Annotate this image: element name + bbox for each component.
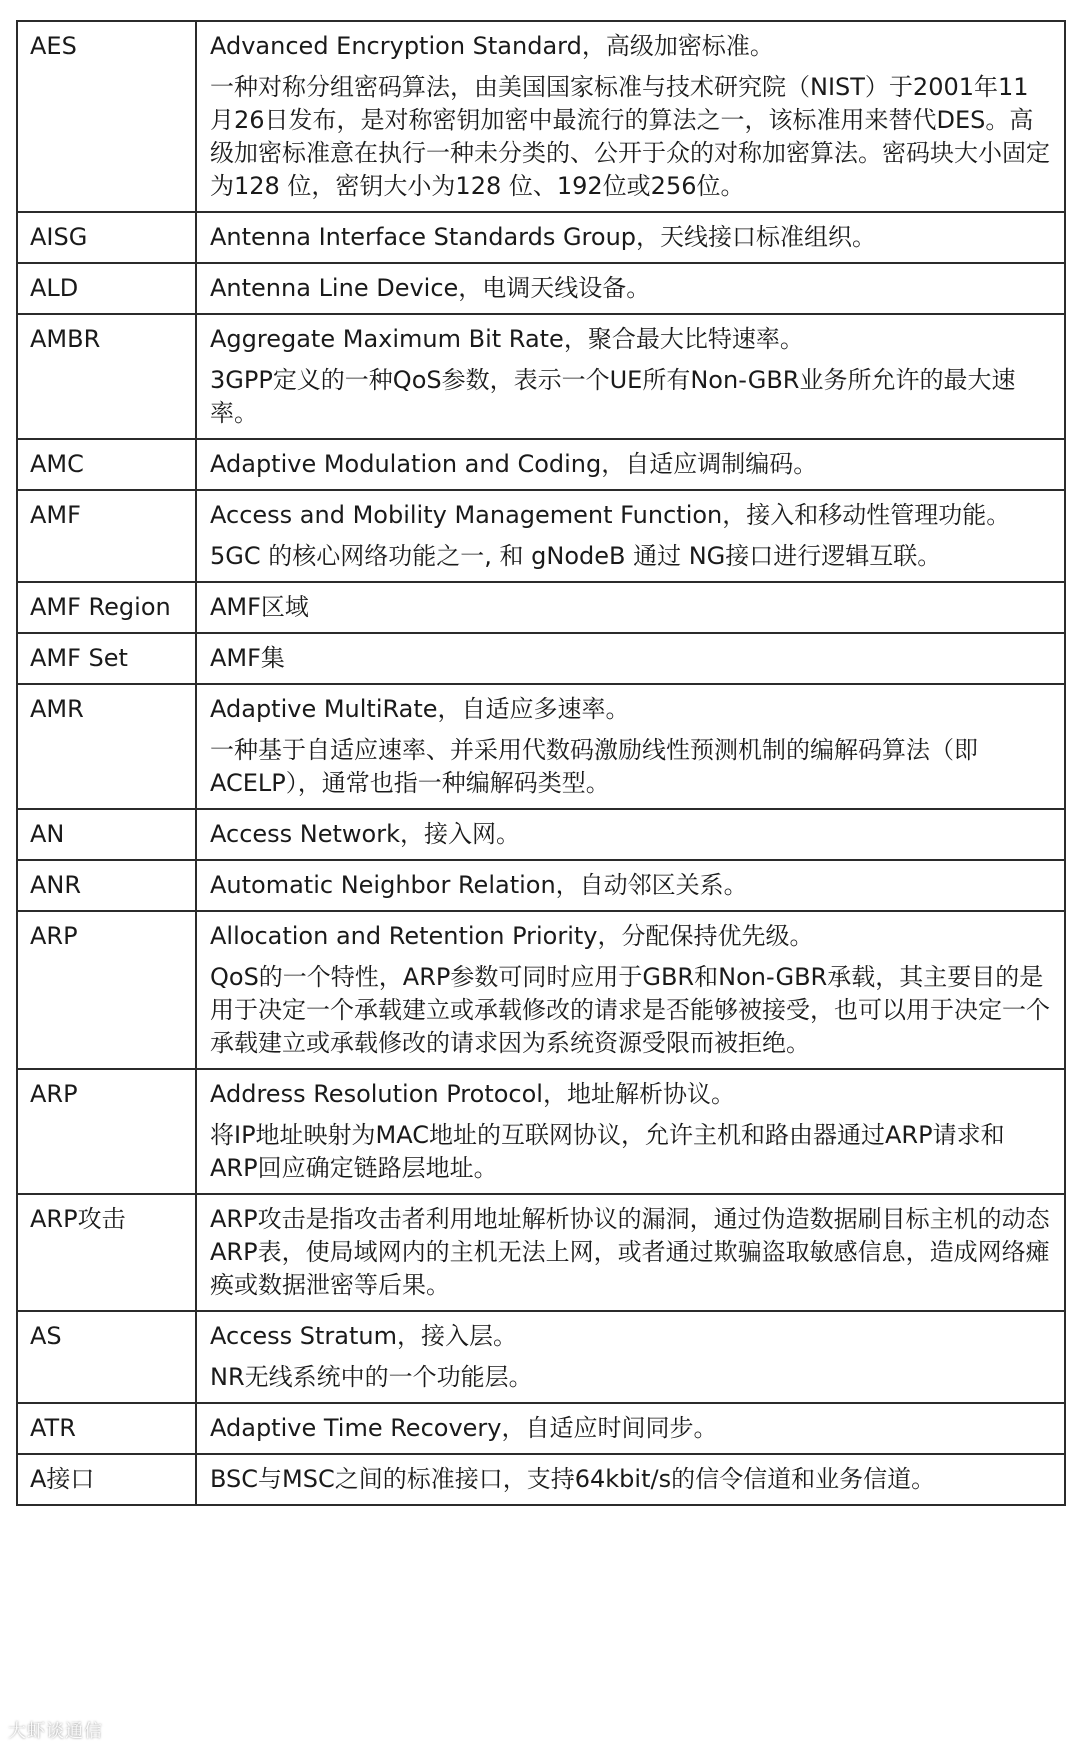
definition-text: Access and Mobility Management Function，接入和移动性管理功能。	[210, 501, 1011, 529]
definition-cell	[196, 1454, 1065, 1505]
term-cell: AS	[17, 1311, 196, 1403]
glossary-row	[17, 490, 1065, 582]
definition-text: Adaptive Modulation and Coding，自适应调制编码。	[210, 450, 818, 478]
definition-detail: NR无线系统中的一个功能层。	[210, 1363, 533, 1391]
glossary-row	[17, 263, 1065, 314]
term-cell: ALD	[17, 263, 196, 314]
definition-cell	[196, 21, 1065, 212]
definition-text: Aggregate Maximum Bit Rate，聚合最大比特速率。	[210, 325, 804, 353]
definition-detail: 3GPP定义的一种QoS参数，表示一个UE所有Non-GBR业务所允许的最大速率。	[210, 366, 1016, 427]
glossary-row	[17, 1311, 1065, 1403]
watermark: 大虾谈通信	[8, 1721, 103, 1742]
glossary-row	[17, 809, 1065, 860]
glossary-row	[17, 439, 1065, 490]
definition-text: Adaptive Time Recovery，自适应时间同步。	[210, 1414, 718, 1442]
definition-text: Antenna Interface Standards Group，天线接口标准组织。	[210, 223, 877, 251]
definition-text: Adaptive MultiRate，自适应多速率。	[210, 695, 630, 723]
definition-cell	[196, 911, 1065, 1069]
glossary-row	[17, 1454, 1065, 1505]
term-cell: AMF	[17, 490, 196, 582]
definition-cell	[196, 490, 1065, 582]
definition-text: ARP攻击是指攻击者利用地址解析协议的漏洞，通过伪造数据刷目标主机的动态ARP表，使局域网内的主机无法上网，或者通过欺骗盗取敏感信息，造成网络瘫痪或数据泄密等后果。	[210, 1205, 1050, 1299]
term-cell: ANR	[17, 860, 196, 911]
definition-cell	[196, 212, 1065, 263]
definition-text: Access Network，接入网。	[210, 820, 520, 848]
definition-cell	[196, 314, 1065, 439]
definition-text: Automatic Neighbor Relation，自动邻区关系。	[210, 871, 748, 899]
definition-detail: QoS的一个特性，ARP参数可同时应用于GBR和Non-GBR承载，其主要目的是用于决定一个承载建立或承载修改的请求是否能够被接受，也可以用于决定一个承载建立或承载修改的请求因为系统资源受限而被拒绝。	[210, 963, 1050, 1057]
glossary-row	[17, 314, 1065, 439]
definition-cell	[196, 860, 1065, 911]
definition-cell	[196, 1403, 1065, 1454]
definition-cell	[196, 809, 1065, 860]
definition-text: Antenna Line Device，电调天线设备。	[210, 274, 651, 302]
definition-cell	[196, 582, 1065, 633]
definition-detail: 将IP地址映射为MAC地址的互联网协议，允许主机和路由器通过ARP请求和ARP回应确定链路层地址。	[210, 1121, 1005, 1182]
term-cell: ATR	[17, 1403, 196, 1454]
definition-text: AMF集	[210, 644, 285, 672]
definition-cell	[196, 684, 1065, 809]
glossary-table	[16, 20, 1066, 1506]
term-cell: AMF Region	[17, 582, 196, 633]
definition-text: BSC与MSC之间的标准接口，支持64kbit/s的信令信道和业务信道。	[210, 1465, 936, 1493]
glossary-row	[17, 1069, 1065, 1194]
definition-detail: 一种基于自适应速率、并采用代数码激励线性预测机制的编解码算法（即ACELP），通常也指一种编解码类型。	[210, 736, 978, 797]
definition-text: Access Stratum，接入层。	[210, 1322, 518, 1350]
glossary-row	[17, 911, 1065, 1069]
definition-cell	[196, 439, 1065, 490]
term-cell: AN	[17, 809, 196, 860]
term-cell: ARP攻击	[17, 1194, 196, 1311]
definition-detail: 5GC 的核心网络功能之一, 和 gNodeB 通过 NG接口进行逻辑互联。	[210, 542, 942, 570]
glossary-row	[17, 21, 1065, 212]
term-cell: AMBR	[17, 314, 196, 439]
definition-cell	[196, 633, 1065, 684]
term-cell: AMC	[17, 439, 196, 490]
term-cell: ARP	[17, 1069, 196, 1194]
glossary-row	[17, 582, 1065, 633]
definition-text: Allocation and Retention Priority，分配保持优先级。	[210, 922, 814, 950]
definition-text: Advanced Encryption Standard，高级加密标准。	[210, 32, 774, 60]
term-cell: ARP	[17, 911, 196, 1069]
term-cell: AISG	[17, 212, 196, 263]
glossary-row	[17, 1403, 1065, 1454]
term-cell: AES	[17, 21, 196, 212]
term-cell: AMF Set	[17, 633, 196, 684]
definition-cell	[196, 263, 1065, 314]
term-cell: AMR	[17, 684, 196, 809]
definition-text: AMF区域	[210, 593, 309, 621]
definition-text: Address Resolution Protocol，地址解析协议。	[210, 1080, 735, 1108]
definition-cell	[196, 1194, 1065, 1311]
definition-detail: 一种对称分组密码算法，由美国国家标准与技术研究院（NIST）于2001年11月26日发布，是对称密钥加密中最流行的算法之一，该标准用来替代DES。高级加密标准意在执行一种未分类的、公开于众的对称加密算法。密码块大小固定为128 位，密钥大小为128 位、192位或256位。	[210, 73, 1050, 200]
glossary-row	[17, 1194, 1065, 1311]
glossary-row	[17, 212, 1065, 263]
definition-cell	[196, 1069, 1065, 1194]
glossary-row	[17, 633, 1065, 684]
glossary-body	[17, 21, 1065, 1505]
term-cell: A接口	[17, 1454, 196, 1505]
definition-cell	[196, 1311, 1065, 1403]
glossary-row	[17, 860, 1065, 911]
glossary-row	[17, 684, 1065, 809]
